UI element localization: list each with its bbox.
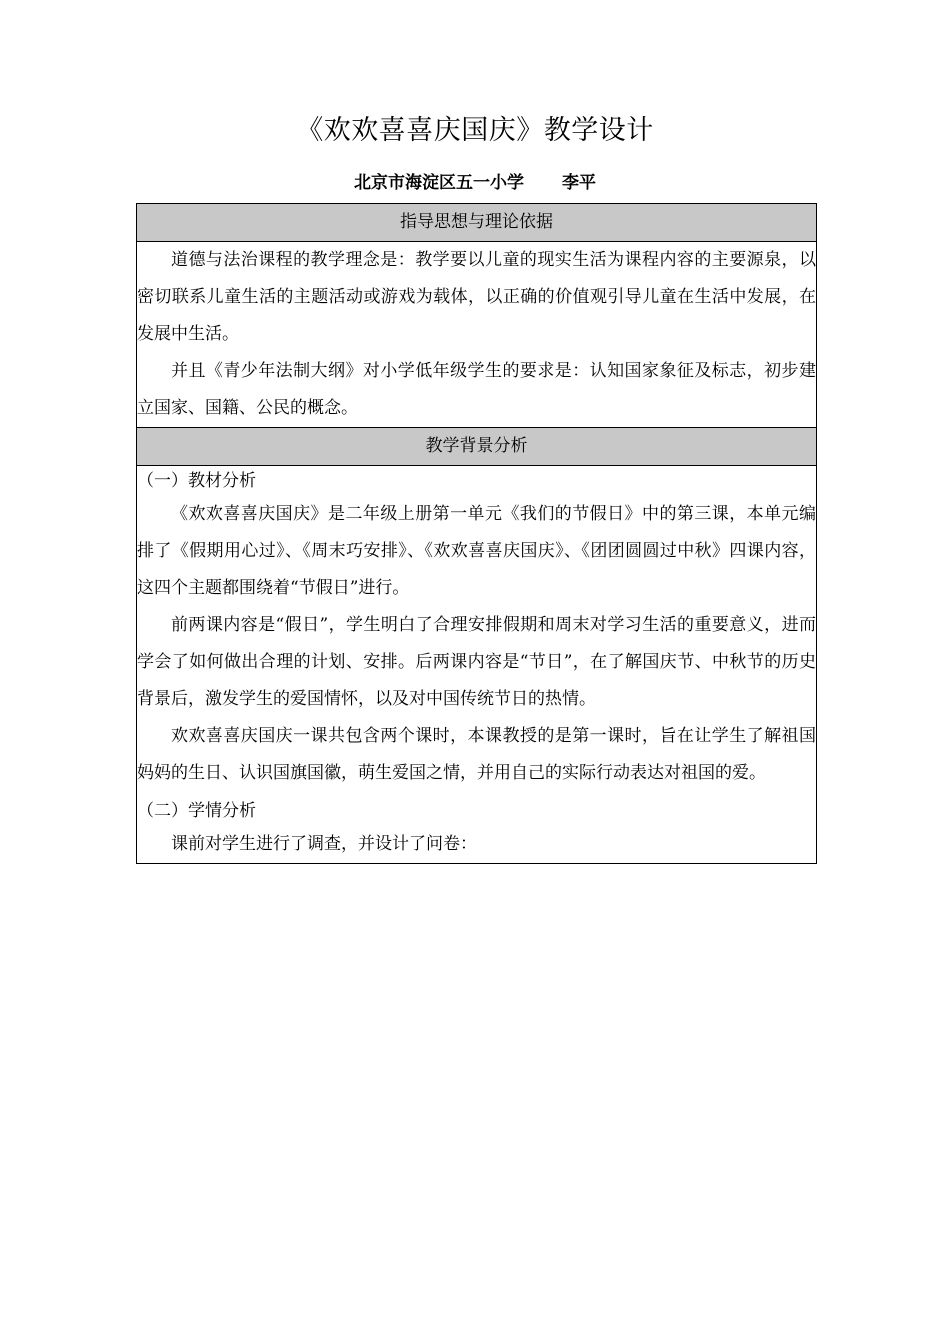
subsection-title-student-analysis: （二）学情分析 <box>137 801 256 821</box>
subsection-title-textbook-analysis: （一）教材分析 <box>137 471 256 491</box>
paragraph: 《欢欢喜喜庆国庆》是二年级上册第一单元《我们的节假日》中的第三课，本单元编排了《假期用心过》、《周末巧安排》、《欢欢喜喜庆国庆》、《团团圆圆过中秋》四课内容，这四个主题都围绕着“节假日”进行。 <box>137 504 816 598</box>
section-body-guiding-theory <box>137 242 817 428</box>
paragraph: 并且《青少年法制大纲》对小学低年级学生的要求是：认知国家象征及标志，初步建立国家、国籍、公民的概念。 <box>137 361 816 418</box>
lesson-plan-table <box>136 203 817 864</box>
author-school: 北京市海淀区五一小学 <box>354 173 524 193</box>
paragraph: 欢欢喜喜庆国庆一课共包含两个课时，本课教授的是第一课时，旨在让学生了解祖国妈妈的生日、认识国旗国徽，萌生爱国之情，并用自己的实际行动表达对祖国的爱。 <box>137 726 816 783</box>
paragraph: 道德与法治课程的教学理念是：教学要以儿童的现实生活为课程内容的主要源泉，以密切联系儿童生活的主题活动或游戏为载体，以正确的价值观引导儿童在生活中发展，在发展中生活。 <box>137 250 816 344</box>
document-title: 《欢欢喜喜庆国庆》教学设计 <box>296 115 654 146</box>
author-line <box>0 168 950 198</box>
section-heading-guiding-theory: 指导思想与理论依据 <box>137 204 817 242</box>
section-body-teaching-background <box>137 466 817 864</box>
paragraph: 课前对学生进行了调查，并设计了问卷： <box>171 834 477 854</box>
paragraph: 前两课内容是“假日”，学生明白了合理安排假期和周末对学习生活的重要意义，进而学会了如何做出合理的计划、安排。后两课内容是“节日”，在了解国庆节、中秋节的历史背景后，激发学生的爱国情怀，以及对中国传统节日的热情。 <box>137 615 816 709</box>
section-heading-teaching-background: 教学背景分析 <box>137 428 817 466</box>
author-name: 李平 <box>562 173 596 193</box>
